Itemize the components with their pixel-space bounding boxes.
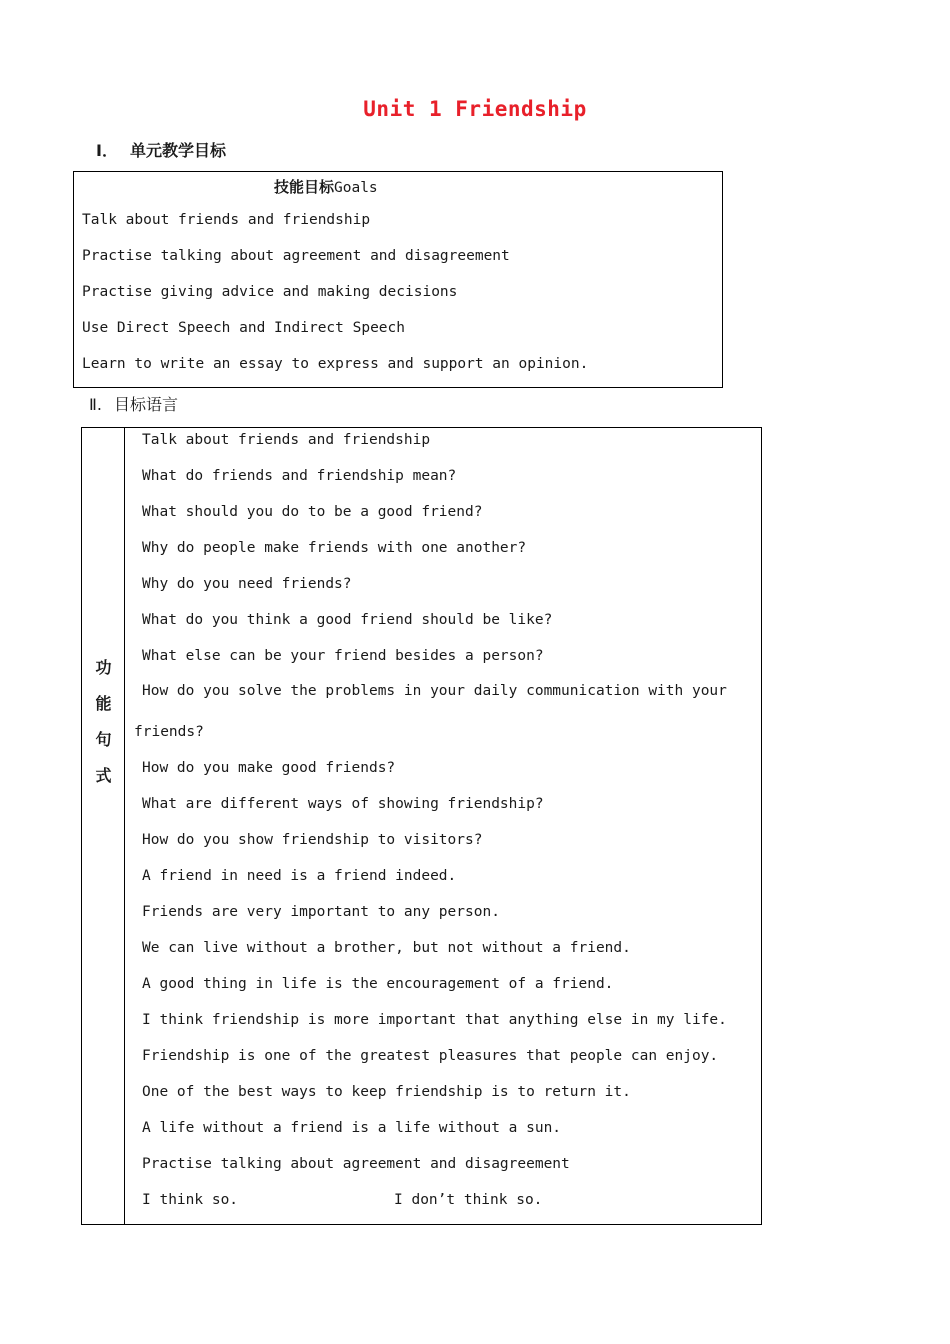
goals-header-en: Goals — [334, 180, 378, 196]
section-heading-target-language — [89, 392, 178, 415]
sentence-line: What do friends and friendship mean? — [142, 468, 457, 484]
section-number: Ⅰ． — [96, 141, 118, 160]
sentence-line: What should you do to be a good friend? — [142, 504, 483, 520]
agree-phrase: I think so. — [142, 1192, 239, 1208]
section-title: 目标语言 — [113, 395, 178, 414]
sentence-line: How do you solve the problems in your daily communication with your — [142, 683, 727, 699]
sentence-line: How do you show friendship to visitors? — [142, 832, 483, 848]
sentence-line: Friends are very important to any person. — [142, 904, 500, 920]
sentence-line: I think friendship is more important that anything else in my life. — [142, 1012, 727, 1028]
goals-header-cn: 技能目标 — [274, 178, 335, 196]
goal-item: Talk about friends and friendship — [82, 212, 371, 228]
sentence-line: Why do people make friends with one another? — [142, 540, 527, 556]
sentence-line: A friend in need is a friend indeed. — [142, 868, 457, 884]
sentence-line: What else can be your friend besides a person? — [142, 648, 544, 664]
document-title: Unit 1 Friendship — [363, 97, 587, 121]
goal-item: Practise talking about agreement and disagreement — [82, 248, 510, 264]
goals-table-header — [274, 176, 378, 197]
sentence-line: A good thing in life is the encouragement of a friend. — [142, 976, 614, 992]
label-char: 句 — [95, 730, 112, 749]
label-char: 能 — [95, 694, 112, 713]
section-number: Ⅱ. — [89, 395, 102, 414]
goal-item: Learn to write an essay to express and support an opinion. — [82, 356, 589, 372]
sentence-line: How do you make good friends? — [142, 760, 396, 776]
section-title: 单元教学目标 — [129, 141, 226, 160]
sentence-line: Friendship is one of the greatest pleasures that people can enjoy. — [142, 1048, 719, 1064]
skill-goals-table — [73, 171, 723, 388]
sentence-line: Why do you need friends? — [142, 576, 352, 592]
sentence-line: Practise talking about agreement and disagreement — [142, 1156, 570, 1172]
function-sentences-label-cell — [82, 428, 125, 1224]
goal-item: Use Direct Speech and Indirect Speech — [82, 320, 406, 336]
sentence-line: Talk about friends and friendship — [142, 432, 431, 448]
disagree-phrase: I don’t think so. — [394, 1192, 543, 1208]
goal-item: Practise giving advice and making decisions — [82, 284, 458, 300]
section-heading-teaching-goals — [96, 138, 226, 161]
target-language-table — [81, 427, 762, 1225]
label-char: 式 — [95, 766, 112, 785]
label-char: 功 — [95, 658, 112, 677]
sentence-line: What do you think a good friend should be like? — [142, 612, 553, 628]
sentence-line: One of the best ways to keep friendship is to return it. — [142, 1084, 631, 1100]
sentence-line: friends? — [134, 724, 204, 740]
sentence-line: A life without a friend is a life without a sun. — [142, 1120, 562, 1136]
sentence-line: We can live without a brother, but not without a friend. — [142, 940, 631, 956]
sentence-line: What are different ways of showing friendship? — [142, 796, 544, 812]
